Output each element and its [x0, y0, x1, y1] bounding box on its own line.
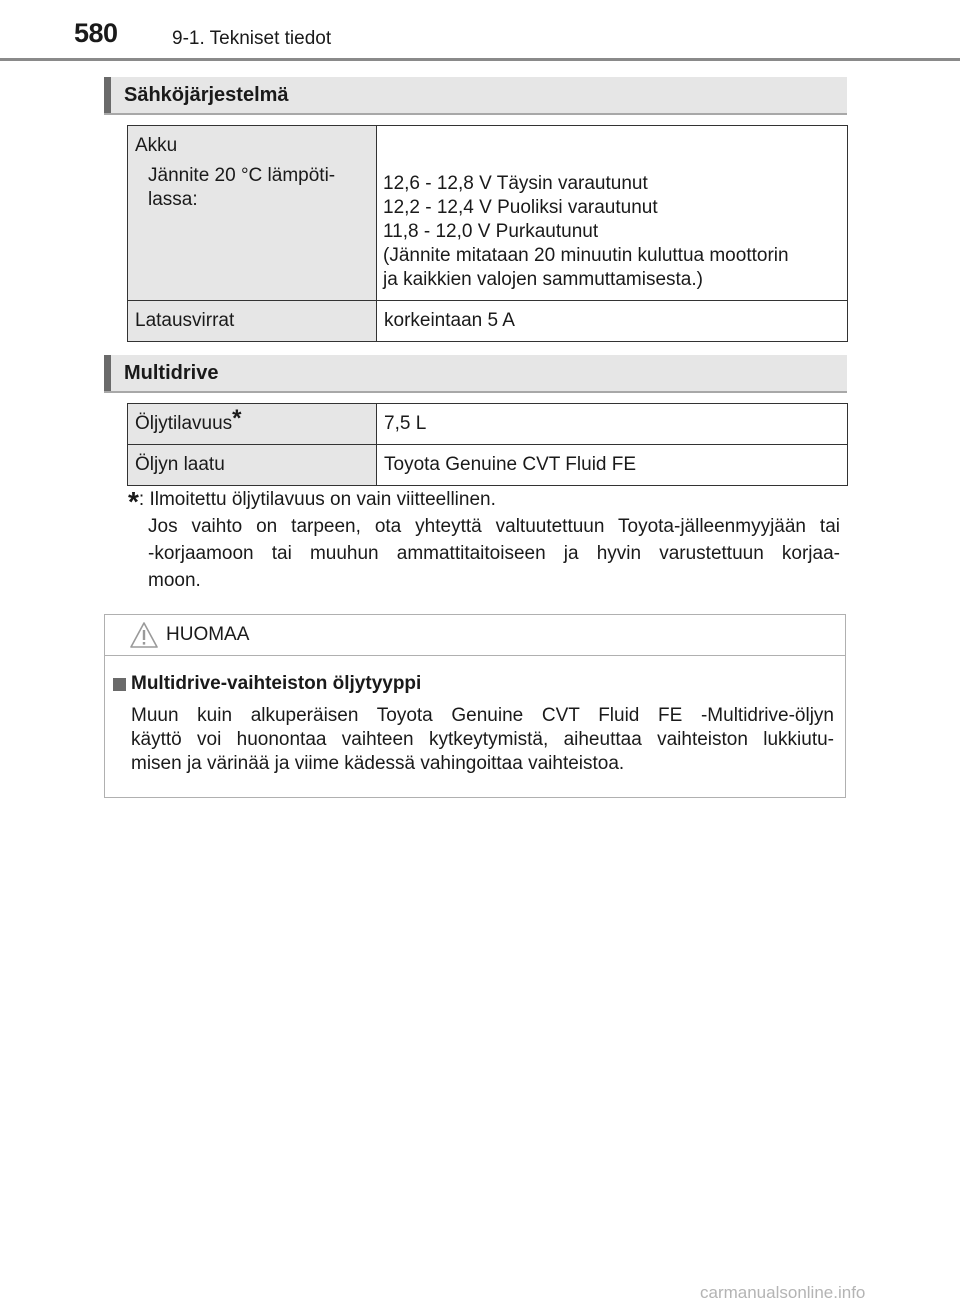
electrical-spec-table	[127, 125, 848, 342]
oil-type-label: Öljyn laatu	[135, 454, 225, 475]
electrical-section-heading	[104, 77, 847, 115]
charging-label: Latausvirrat	[135, 310, 235, 331]
oil-type-value: Toyota Genuine CVT Fluid FE	[384, 454, 637, 475]
oil-type-label-cell	[128, 445, 377, 486]
footnote-first-line	[128, 486, 840, 517]
charging-label-cell	[128, 301, 377, 342]
voltage-label	[128, 160, 376, 218]
header-divider	[0, 58, 960, 61]
multidrive-section-title: Multidrive	[124, 362, 219, 384]
oil-type-value-cell	[377, 445, 848, 486]
charging-value-cell	[377, 301, 848, 342]
oil-capacity-row	[128, 404, 848, 445]
oil-capacity-label	[128, 404, 376, 444]
charging-row	[128, 301, 848, 342]
notice-line: käyttö voi huonontaa vaihteen kytkeytymistä, aiheuttaa vaihteiston lukkiutu-	[131, 729, 834, 750]
charging-value: korkeintaan 5 A	[384, 310, 515, 331]
footnote	[128, 486, 840, 594]
battery-row	[128, 126, 848, 301]
page-header	[0, 0, 960, 62]
oil-type-row	[128, 445, 848, 486]
footnote-line: Jos vaihto on tarpeen, ota yhteyttä valtuutettuun Toyota-jälleenmyyjään tai	[148, 516, 840, 537]
footnote-star: *	[128, 486, 139, 517]
multidrive-section-heading	[104, 355, 847, 393]
voltage-label-line: lassa:	[148, 189, 198, 210]
oil-capacity-label-cell	[128, 404, 377, 445]
page-number: 580	[74, 18, 118, 48]
notice-line: Muun kuin alkuperäisen Toyota Genuine CVT Fluid FE -Multidrive-öljyn	[131, 705, 834, 726]
watermark: carmanualsonline.info	[700, 1283, 866, 1302]
footnote-line: -korjaamoon tai muuhun ammattitaitoiseen ja hyvin varustettuun korjaa-	[148, 543, 840, 564]
battery-label: Akku	[135, 135, 178, 156]
footnote-line: moon.	[148, 570, 201, 591]
heading-marker	[104, 355, 111, 391]
oil-capacity-label-text: Öljytilavuus	[135, 413, 233, 434]
notice-box	[104, 614, 846, 798]
heading-marker	[104, 77, 111, 113]
voltage-value-cell	[377, 126, 848, 301]
voltage-value-line: (Jännite mitataan 20 minuutin kuluttua moottorin	[383, 245, 789, 266]
section-title: 9-1. Tekniset tiedot	[172, 28, 332, 49]
oil-capacity-value: 7,5 L	[384, 413, 427, 434]
voltage-label-line: Jännite 20 °C lämpöti-	[148, 165, 336, 186]
oil-capacity-value-cell	[377, 404, 848, 445]
voltage-value-line: ja kaikkien valojen sammuttamisesta.)	[383, 269, 703, 290]
notice-title: HUOMAA	[166, 624, 250, 645]
voltage-value-line: 12,6 - 12,8 V Täysin varautunut	[383, 173, 648, 194]
notice-line: misen ja värinää ja viime kädessä vahingoittaa vaihteistoa.	[131, 753, 625, 774]
notice-header	[105, 615, 845, 656]
bullet-square-icon	[113, 678, 126, 691]
notice-subtitle: Multidrive-vaihteiston öljytyyppi	[131, 673, 422, 694]
battery-label-cell	[128, 126, 377, 301]
electrical-section-title: Sähköjärjestelmä	[124, 84, 289, 106]
footnote-marker: *	[232, 404, 242, 432]
voltage-value-line: 11,8 - 12,0 V Purkautunut	[383, 221, 599, 242]
voltage-values	[377, 126, 847, 300]
notice-text	[131, 704, 834, 776]
footnote-text: : Ilmoitettu öljytilavuus on vain viitteellinen.	[138, 489, 496, 510]
voltage-value-line: 12,2 - 12,4 V Puoliksi varautunut	[383, 197, 658, 218]
multidrive-spec-table	[127, 403, 848, 486]
warning-triangle-icon	[129, 621, 159, 649]
